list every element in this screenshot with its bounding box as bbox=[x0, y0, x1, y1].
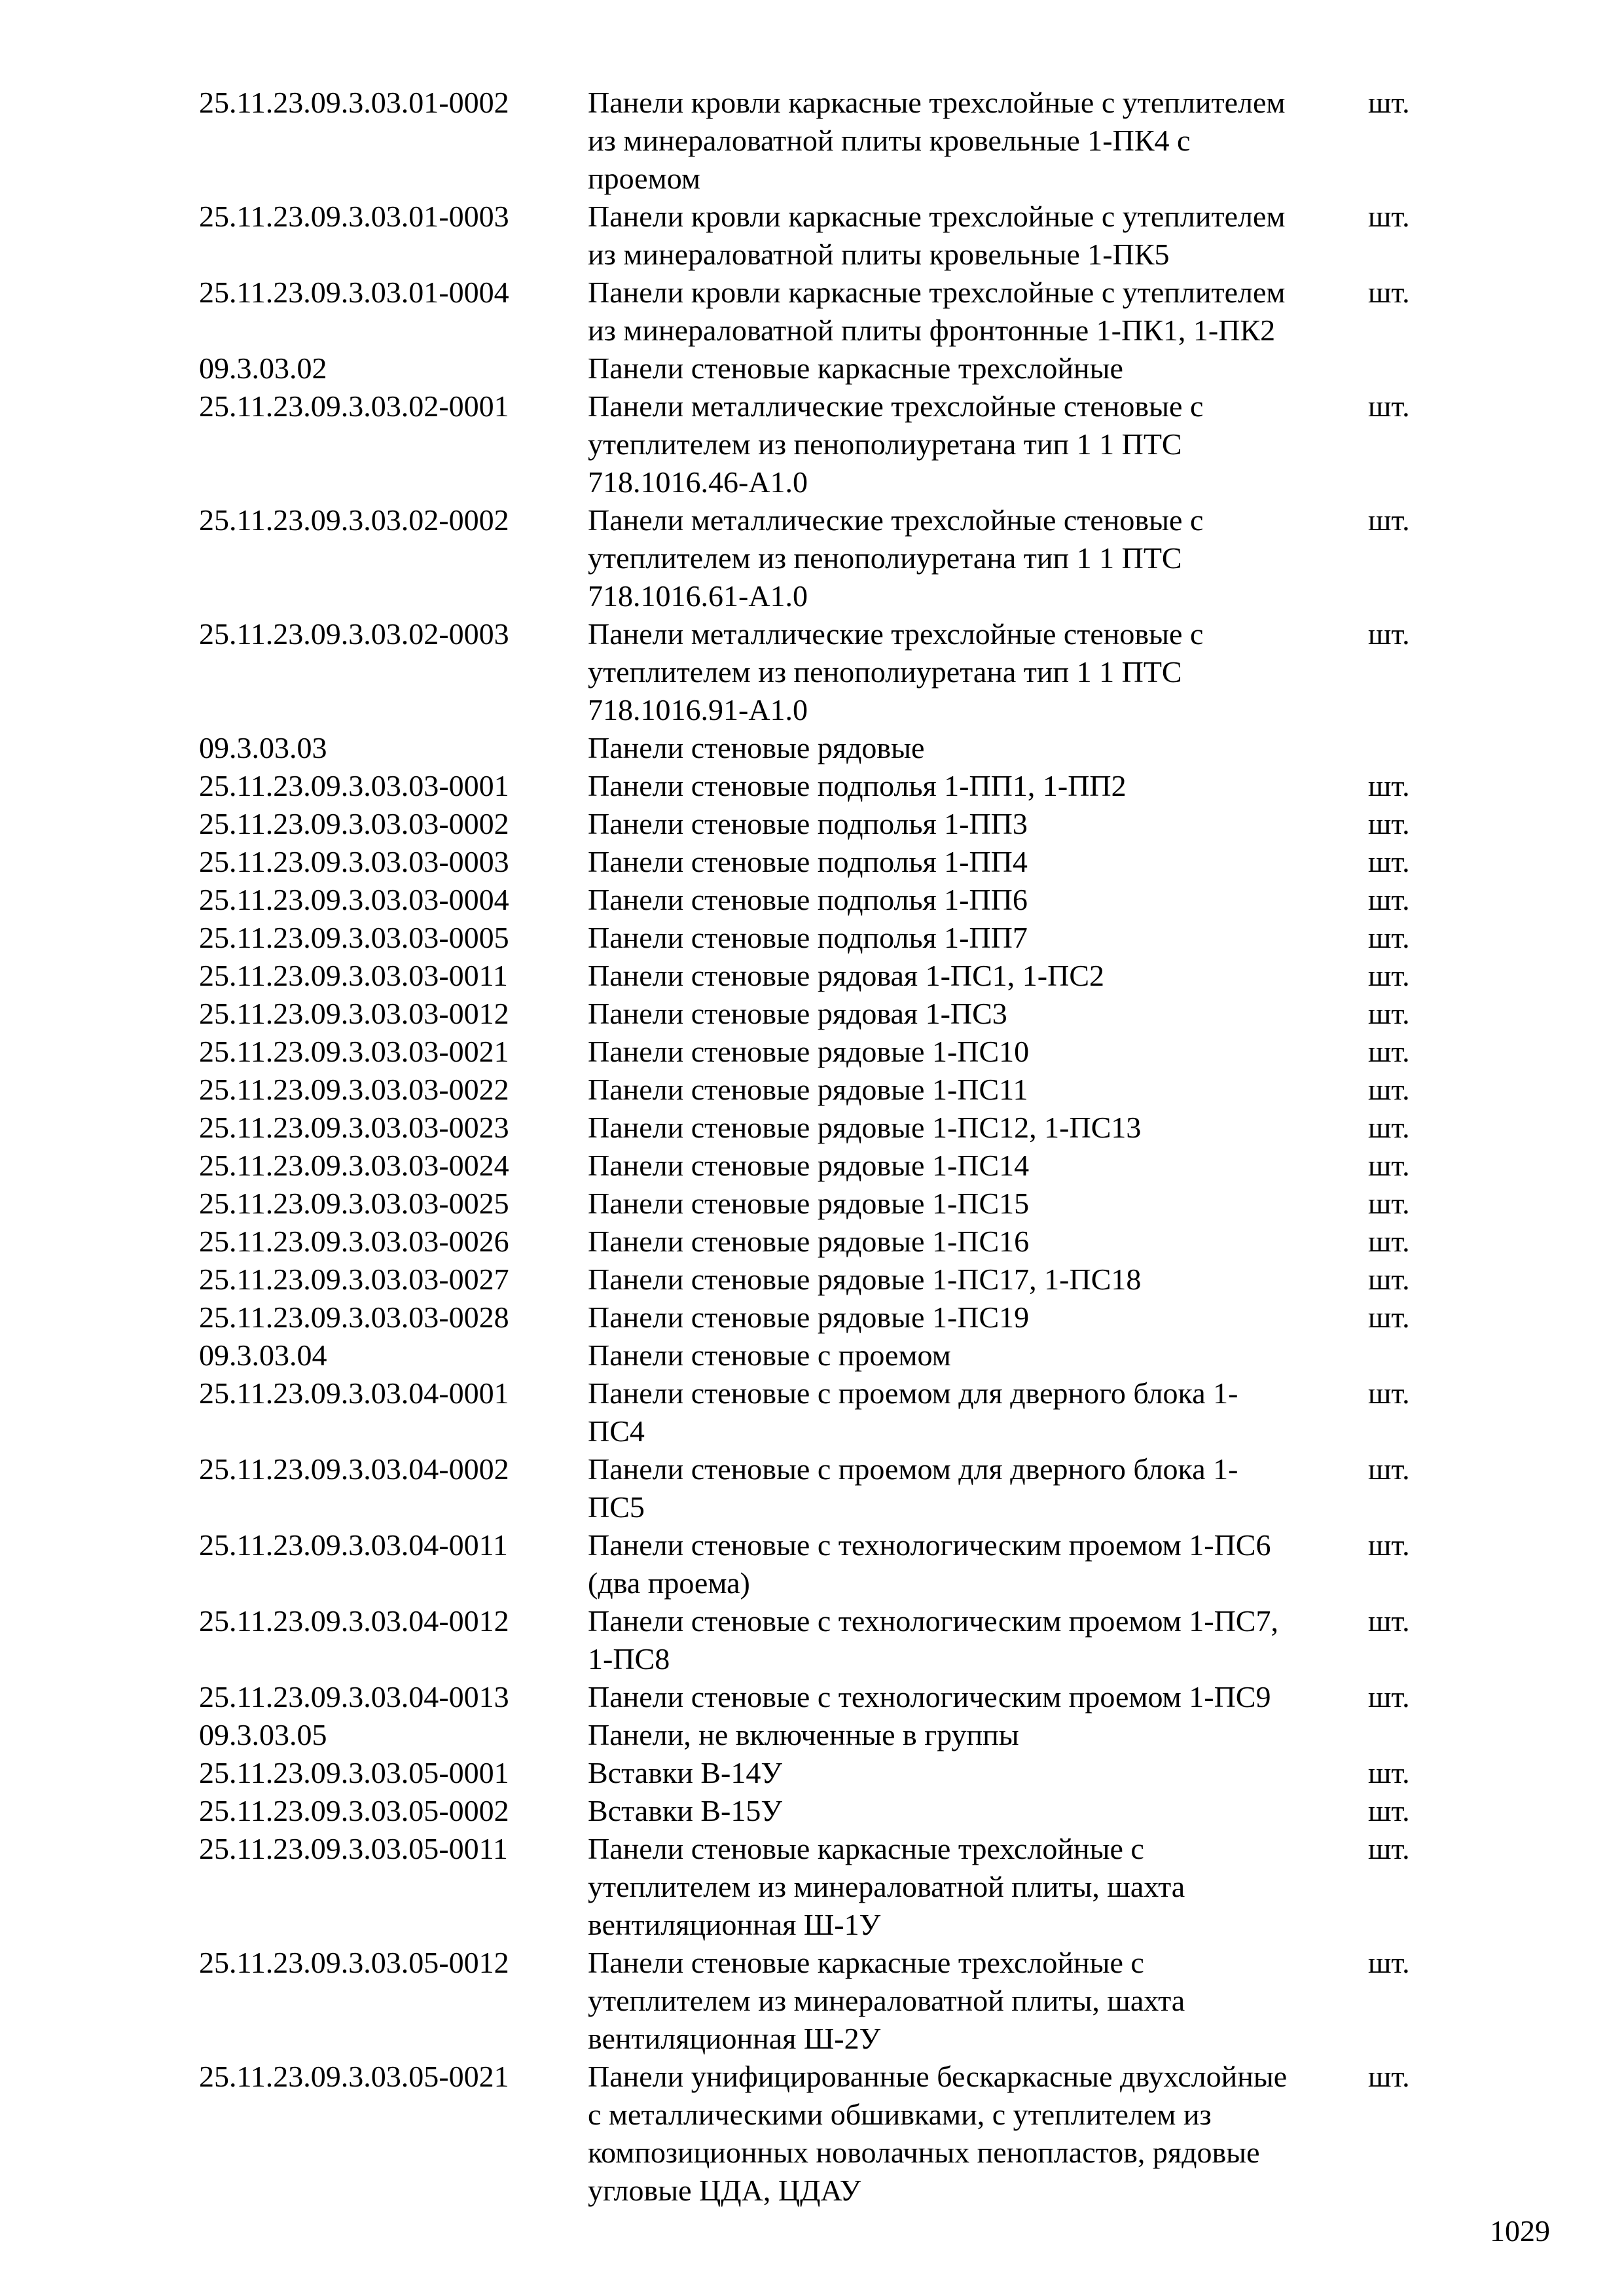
group-heading-row bbox=[0, 729, 1624, 767]
resource-code: 25.11.23.09.3.03.03-0003 bbox=[199, 845, 509, 878]
resource-name bbox=[588, 1716, 1019, 1754]
resource-name-line: 718.1016.61-А1.0 bbox=[588, 579, 808, 613]
resource-name-line: Панели стеновые рядовые 1-ПС10 bbox=[588, 1035, 1030, 1068]
resource-name bbox=[588, 1033, 1029, 1071]
resource-name-line: Панели кровли каркасные трехслойные с утеплителем bbox=[588, 276, 1286, 309]
resource-name-line: Панели стеновые рядовые 1-ПС19 bbox=[588, 1300, 1030, 1334]
unit-of-measure: шт. bbox=[1368, 1528, 1410, 1562]
table-row bbox=[0, 1792, 1624, 1830]
unit-of-measure: шт. bbox=[1368, 1300, 1410, 1334]
resource-name bbox=[588, 1299, 1029, 1336]
unit-of-measure: шт. bbox=[1368, 1376, 1410, 1410]
unit-of-measure: шт. bbox=[1368, 1035, 1410, 1068]
resource-code: 25.11.23.09.3.03.03-0004 bbox=[199, 883, 509, 916]
group-heading-row bbox=[0, 1336, 1624, 1374]
unit-of-measure: шт. bbox=[1368, 845, 1410, 878]
unit-of-measure: шт. bbox=[1368, 200, 1410, 233]
resource-name-line: ПС4 bbox=[588, 1414, 645, 1448]
resource-code: 25.11.23.09.3.03.03-0026 bbox=[199, 1225, 509, 1258]
resource-name-line: Панели кровли каркасные трехслойные с утеплителем bbox=[588, 86, 1286, 119]
resource-code: 25.11.23.09.3.03.05-0011 bbox=[199, 1832, 508, 1865]
resource-name bbox=[588, 729, 924, 767]
resource-name-line: Панели стеновые рядовые 1-ПС12, 1-ПС13 bbox=[588, 1111, 1142, 1144]
unit-of-measure: шт. bbox=[1368, 1073, 1410, 1106]
unit-of-measure: шт. bbox=[1368, 1452, 1410, 1486]
resource-name bbox=[588, 615, 1203, 729]
resource-name bbox=[588, 805, 1028, 843]
resource-name-line: Панели стеновые каркасные трехслойные с bbox=[588, 1832, 1144, 1865]
group-heading-row bbox=[0, 350, 1624, 387]
resource-name-line: 718.1016.91-А1.0 bbox=[588, 693, 808, 726]
resource-code: 25.11.23.09.3.03.04-0001 bbox=[199, 1376, 509, 1410]
resource-name-line: Панели стеновые рядовые 1-ПС16 bbox=[588, 1225, 1030, 1258]
resource-name-line: Панели стеновые с технологическим проемом 1-ПС6 bbox=[588, 1528, 1271, 1562]
table-row bbox=[0, 1033, 1624, 1071]
resource-name-line: 718.1016.46-А1.0 bbox=[588, 465, 808, 499]
resource-code: 25.11.23.09.3.03.02-0002 bbox=[199, 503, 509, 537]
resource-name bbox=[588, 957, 1104, 995]
resource-name-line: Панели металлические трехслойные стеновые с bbox=[588, 389, 1204, 423]
unit-of-measure: шт. bbox=[1368, 769, 1410, 802]
resource-name-line: Панели стеновые рядовые 1-ПС14 bbox=[588, 1149, 1030, 1182]
unit-of-measure: шт. bbox=[1368, 503, 1410, 537]
table-row bbox=[0, 805, 1624, 843]
table-row bbox=[0, 1374, 1624, 1450]
unit-of-measure: шт. bbox=[1368, 1832, 1410, 1865]
resource-name-line: Панели стеновые рядовые bbox=[588, 731, 925, 764]
resource-name-line: Панели стеновые подполья 1-ПП6 bbox=[588, 883, 1028, 916]
resource-name-line: Панели стеновые с проемом для дверного блока 1- bbox=[588, 1452, 1238, 1486]
resource-name bbox=[588, 767, 1127, 805]
unit-of-measure: шт. bbox=[1368, 1225, 1410, 1258]
resource-code: 25.11.23.09.3.03.03-0001 bbox=[199, 769, 509, 802]
resource-name-line: из минераловатной плиты кровельные 1-ПК5 bbox=[588, 238, 1170, 271]
resource-name bbox=[588, 274, 1285, 350]
resource-name bbox=[588, 1526, 1271, 1602]
resource-name-line: ПС5 bbox=[588, 1490, 645, 1524]
resource-name bbox=[588, 1147, 1029, 1185]
table-row bbox=[0, 957, 1624, 995]
resource-code: 25.11.23.09.3.03.03-0012 bbox=[199, 997, 509, 1030]
table-row bbox=[0, 387, 1624, 501]
resource-name-line: Панели стеновые рядовые 1-ПС11 bbox=[588, 1073, 1028, 1106]
resource-code: 25.11.23.09.3.03.03-0023 bbox=[199, 1111, 509, 1144]
resource-name-line: Панели стеновые каркасные трехслойные с bbox=[588, 1946, 1144, 1979]
resource-name bbox=[588, 2058, 1287, 2210]
table-row bbox=[0, 767, 1624, 805]
resource-name-line: Панели стеновые подполья 1-ПП7 bbox=[588, 921, 1028, 954]
resource-name-line: Вставки В-14У bbox=[588, 1756, 782, 1789]
resource-code: 09.3.03.03 bbox=[199, 731, 327, 764]
unit-of-measure: шт. bbox=[1368, 1149, 1410, 1182]
resource-name bbox=[588, 1450, 1238, 1526]
resource-code: 25.11.23.09.3.03.03-0002 bbox=[199, 807, 509, 840]
unit-of-measure: шт. bbox=[1368, 276, 1410, 309]
resource-code: 25.11.23.09.3.03.03-0024 bbox=[199, 1149, 509, 1182]
resource-code: 25.11.23.09.3.03.01-0003 bbox=[199, 200, 509, 233]
unit-of-measure: шт. bbox=[1368, 86, 1410, 119]
resource-code: 25.11.23.09.3.03.04-0013 bbox=[199, 1680, 509, 1713]
unit-of-measure: шт. bbox=[1368, 1794, 1410, 1827]
resource-name-line: Панели стеновые с проемом bbox=[588, 1338, 951, 1372]
resource-code: 25.11.23.09.3.03.03-0025 bbox=[199, 1187, 509, 1220]
unit-of-measure: шт. bbox=[1368, 997, 1410, 1030]
resource-name bbox=[588, 84, 1285, 198]
resource-code: 25.11.23.09.3.03.05-0012 bbox=[199, 1946, 509, 1979]
unit-of-measure: шт. bbox=[1368, 2060, 1410, 2093]
table-row bbox=[0, 995, 1624, 1033]
resource-name bbox=[588, 1792, 782, 1830]
table-row bbox=[0, 1185, 1624, 1223]
table-row bbox=[0, 1109, 1624, 1147]
resource-name-line: Панели стеновые рядовые 1-ПС17, 1-ПС18 bbox=[588, 1263, 1142, 1296]
resource-name-line: утеплителем из минераловатной плиты, шахта bbox=[588, 1984, 1185, 2017]
resource-code: 09.3.03.02 bbox=[199, 351, 327, 385]
resource-name bbox=[588, 1374, 1238, 1450]
resource-code: 25.11.23.09.3.03.02-0001 bbox=[199, 389, 509, 423]
unit-of-measure: шт. bbox=[1368, 389, 1410, 423]
resource-code: 25.11.23.09.3.03.02-0003 bbox=[199, 617, 509, 651]
resource-name-line: вентиляционная Ш-1У bbox=[588, 1908, 881, 1941]
unit-of-measure: шт. bbox=[1368, 1680, 1410, 1713]
resource-name bbox=[588, 1185, 1029, 1223]
table-row bbox=[0, 1147, 1624, 1185]
table-row bbox=[0, 615, 1624, 729]
resource-name-line: из минераловатной плиты фронтонные 1-ПК1, 1-ПК2 bbox=[588, 314, 1276, 347]
resource-code: 25.11.23.09.3.03.03-0021 bbox=[199, 1035, 509, 1068]
table-row bbox=[0, 1299, 1624, 1336]
resource-name-line: с металлическими обшивками, с утеплителем из bbox=[588, 2098, 1212, 2131]
unit-of-measure: шт. bbox=[1368, 1187, 1410, 1220]
unit-of-measure: шт. bbox=[1368, 1946, 1410, 1979]
table-row bbox=[0, 1261, 1624, 1299]
unit-of-measure: шт. bbox=[1368, 1756, 1410, 1789]
resource-name bbox=[588, 1109, 1141, 1147]
resource-code: 09.3.03.05 bbox=[199, 1718, 327, 1751]
resource-name bbox=[588, 1071, 1028, 1109]
resource-code: 25.11.23.09.3.03.03-0011 bbox=[199, 959, 508, 992]
group-heading-row bbox=[0, 1716, 1624, 1754]
unit-of-measure: шт. bbox=[1368, 807, 1410, 840]
unit-of-measure: шт. bbox=[1368, 1604, 1410, 1638]
resource-name-line: Панели стеновые подполья 1-ПП1, 1-ПП2 bbox=[588, 769, 1127, 802]
unit-of-measure: шт. bbox=[1368, 1111, 1410, 1144]
resource-code: 09.3.03.04 bbox=[199, 1338, 327, 1372]
unit-of-measure: шт. bbox=[1368, 959, 1410, 992]
resource-code: 25.11.23.09.3.03.03-0005 bbox=[199, 921, 509, 954]
resource-name bbox=[588, 501, 1203, 615]
resource-name-line: Панели стеновые каркасные трехслойные bbox=[588, 351, 1123, 385]
resource-code: 25.11.23.09.3.03.05-0001 bbox=[199, 1756, 509, 1789]
resource-name bbox=[588, 1754, 782, 1792]
resource-name-line: композиционных новолачных пенопластов, рядовые bbox=[588, 2136, 1260, 2169]
table-row bbox=[0, 1223, 1624, 1261]
resource-name bbox=[588, 1261, 1141, 1299]
table-row bbox=[0, 1450, 1624, 1526]
resource-name bbox=[588, 198, 1285, 274]
table-row bbox=[0, 274, 1624, 350]
resource-name bbox=[588, 350, 1123, 387]
resource-name-line: угловые ЦДА, ЦДАУ bbox=[588, 2174, 861, 2207]
resource-name-line: Панели стеновые подполья 1-ПП4 bbox=[588, 845, 1028, 878]
table-row bbox=[0, 1526, 1624, 1602]
resource-name bbox=[588, 1830, 1185, 1944]
table-row bbox=[0, 881, 1624, 919]
page-number: 1029 bbox=[1490, 2214, 1550, 2248]
table-row bbox=[0, 1602, 1624, 1678]
table-row bbox=[0, 84, 1624, 198]
table-row bbox=[0, 1071, 1624, 1109]
resource-name bbox=[588, 1336, 951, 1374]
resource-name-line: из минераловатной плиты кровельные 1-ПК4 с bbox=[588, 124, 1191, 157]
table-row bbox=[0, 1678, 1624, 1716]
resource-code: 25.11.23.09.3.03.05-0002 bbox=[199, 1794, 509, 1827]
resource-name-line: Панели стеновые рядовая 1-ПС1, 1-ПС2 bbox=[588, 959, 1105, 992]
resource-code: 25.11.23.09.3.03.01-0004 bbox=[199, 276, 509, 309]
resource-name bbox=[588, 919, 1028, 957]
resource-name-line: Панели стеновые подполья 1-ПП3 bbox=[588, 807, 1028, 840]
resource-name-line: утеплителем из пенополиуретана тип 1 1 ПТС bbox=[588, 427, 1182, 461]
resource-code: 25.11.23.09.3.03.03-0022 bbox=[199, 1073, 509, 1106]
resource-name bbox=[588, 995, 1007, 1033]
resource-name-line: Панели металлические трехслойные стеновые с bbox=[588, 617, 1204, 651]
resource-name bbox=[588, 1223, 1029, 1261]
unit-of-measure: шт. bbox=[1368, 617, 1410, 651]
table-row bbox=[0, 919, 1624, 957]
unit-of-measure: шт. bbox=[1368, 883, 1410, 916]
resource-name-line: Панели металлические трехслойные стеновые с bbox=[588, 503, 1204, 537]
resource-name-line: Панели стеновые рядовая 1-ПС3 bbox=[588, 997, 1007, 1030]
resource-name-line: Панели стеновые с технологическим проемом 1-ПС7, bbox=[588, 1604, 1278, 1638]
resource-code: 25.11.23.09.3.03.04-0012 bbox=[199, 1604, 509, 1638]
resource-name-line: Панели, не включенные в группы bbox=[588, 1718, 1019, 1751]
resource-name-line: Панели стеновые с проемом для дверного блока 1- bbox=[588, 1376, 1238, 1410]
table-row bbox=[0, 198, 1624, 274]
resource-code: 25.11.23.09.3.03.04-0011 bbox=[199, 1528, 508, 1562]
resource-name-line: Панели стеновые рядовые 1-ПС15 bbox=[588, 1187, 1030, 1220]
resource-table bbox=[0, 84, 1624, 2210]
resource-name-line: утеплителем из пенополиуретана тип 1 1 ПТС bbox=[588, 655, 1182, 689]
resource-name bbox=[588, 843, 1028, 881]
table-row bbox=[0, 2058, 1624, 2210]
table-row bbox=[0, 1830, 1624, 1944]
resource-name bbox=[588, 1944, 1185, 2058]
resource-name bbox=[588, 1678, 1271, 1716]
resource-code: 25.11.23.09.3.03.05-0021 bbox=[199, 2060, 509, 2093]
resource-name-line: Панели стеновые с технологическим проемом 1-ПС9 bbox=[588, 1680, 1271, 1713]
resource-name bbox=[588, 881, 1028, 919]
resource-name-line: Панели унифицированные бескаркасные двухслойные bbox=[588, 2060, 1288, 2093]
table-row bbox=[0, 1754, 1624, 1792]
resource-name bbox=[588, 1602, 1278, 1678]
unit-of-measure: шт. bbox=[1368, 921, 1410, 954]
table-row bbox=[0, 1944, 1624, 2058]
resource-name-line: утеплителем из пенополиуретана тип 1 1 ПТС bbox=[588, 541, 1182, 575]
resource-name-line: (два проема) bbox=[588, 1566, 750, 1600]
resource-name bbox=[588, 387, 1203, 501]
resource-code: 25.11.23.09.3.03.01-0002 bbox=[199, 86, 509, 119]
resource-code: 25.11.23.09.3.03.03-0028 bbox=[199, 1300, 509, 1334]
resource-name-line: утеплителем из минераловатной плиты, шахта bbox=[588, 1870, 1185, 1903]
unit-of-measure: шт. bbox=[1368, 1263, 1410, 1296]
table-row bbox=[0, 843, 1624, 881]
resource-code: 25.11.23.09.3.03.04-0002 bbox=[199, 1452, 509, 1486]
resource-name-line: 1-ПС8 bbox=[588, 1642, 670, 1676]
resource-code: 25.11.23.09.3.03.03-0027 bbox=[199, 1263, 509, 1296]
resource-name-line: вентиляционная Ш-2У bbox=[588, 2022, 881, 2055]
resource-name-line: Вставки В-15У bbox=[588, 1794, 782, 1827]
resource-name-line: проемом bbox=[588, 162, 700, 195]
table-row bbox=[0, 501, 1624, 615]
resource-name-line: Панели кровли каркасные трехслойные с утеплителем bbox=[588, 200, 1286, 233]
